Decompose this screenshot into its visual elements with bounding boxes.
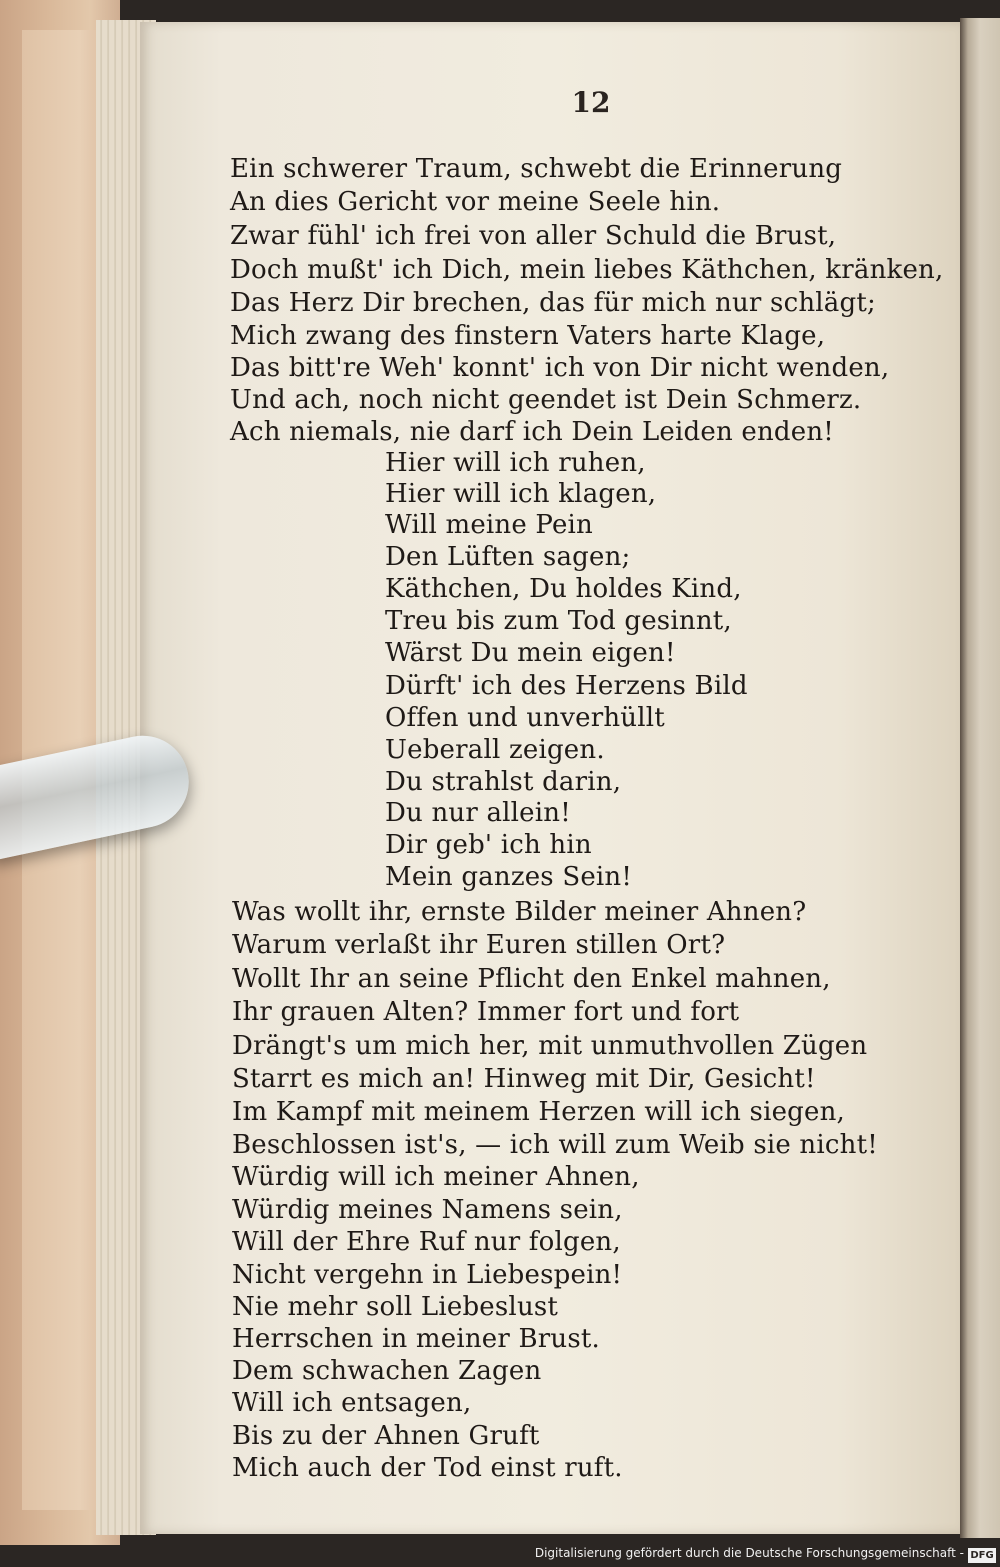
poem-line: Nicht vergehn in Liebespein! (232, 1260, 623, 1290)
poem-line: Das Herz Dir brechen, das für mich nur schlägt; (230, 288, 876, 318)
poem-line: Will der Ehre Ruf nur folgen, (232, 1227, 621, 1257)
poem-line: Wollt Ihr an seine Pflicht den Enkel mahnen, (232, 964, 831, 994)
poem-line: Mich auch der Tod einst ruft. (232, 1453, 623, 1483)
page-number: 12 (571, 86, 611, 119)
funding-credit: Digitalisierung gefördert durch die Deutsche Forschungsgemeinschaft - (534, 1546, 964, 1560)
poem-line: Käthchen, Du holdes Kind, (385, 574, 742, 604)
poem-line: Beschlossen ist's, — ich will zum Weib sie nicht! (232, 1130, 878, 1160)
poem-line: Dem schwachen Zagen (232, 1356, 542, 1386)
poem-line: Würdig meines Namens sein, (232, 1195, 623, 1225)
poem-line: Das bitt're Weh' konnt' ich von Dir nicht wenden, (230, 353, 890, 383)
poem-line: Drängt's um mich her, mit unmuthvollen Zügen (232, 1031, 868, 1061)
poem-line: Starrt es mich an! Hinweg mit Dir, Gesicht! (232, 1064, 816, 1094)
poem-line: An dies Gericht vor meine Seele hin. (230, 187, 721, 217)
poem-line: Mein ganzes Sein! (385, 862, 633, 892)
poem-line: Du nur allein! (385, 798, 571, 828)
poem-line: Wärst Du mein eigen! (385, 638, 676, 668)
poem-line: Doch mußt' ich Dich, mein liebes Käthchen, kränken, (230, 255, 944, 285)
poem-line: Zwar fühl' ich frei von aller Schuld die Brust, (230, 221, 837, 251)
poem-line: Will ich entsagen, (232, 1388, 472, 1418)
poem-line: Ihr grauen Alten? Immer fort und fort (232, 997, 740, 1027)
poem-line: Und ach, noch nicht geendet ist Dein Schmerz. (230, 385, 862, 415)
poem-line: Was wollt ihr, ernste Bilder meiner Ahnen? (232, 897, 807, 927)
poem-line: Nie mehr soll Liebeslust (232, 1292, 559, 1322)
poem-line: Würdig will ich meiner Ahnen, (232, 1162, 640, 1192)
poem-line: Warum verlaßt ihr Euren stillen Ort? (232, 930, 726, 960)
poem-line: Hier will ich ruhen, (385, 448, 646, 478)
poem-line: Ein schwerer Traum, schwebt die Erinnerung (230, 154, 843, 184)
poem-line: Dürft' ich des Herzens Bild (385, 671, 748, 701)
dfg-logo: DFG (968, 1548, 996, 1563)
poem-line: Ueberall zeigen. (385, 735, 605, 765)
poem-line: Offen und unverhüllt (385, 703, 665, 733)
poem-line: Du strahlst darin, (385, 767, 622, 797)
poem-line: Bis zu der Ahnen Gruft (232, 1421, 540, 1451)
poem-line: Den Lüften sagen; (385, 542, 631, 572)
poem-line: Ach niemals, nie darf ich Dein Leiden enden! (230, 417, 834, 447)
poem-line: Hier will ich klagen, (385, 479, 657, 509)
poem-line: Dir geb' ich hin (385, 830, 592, 860)
poem-line: Will meine Pein (385, 510, 594, 540)
poem-line: Mich zwang des finstern Vaters harte Klage, (230, 321, 826, 351)
poem-line: Treu bis zum Tod gesinnt, (385, 606, 732, 636)
poem-line: Im Kampf mit meinem Herzen will ich siegen, (232, 1097, 846, 1127)
poem-line: Herrschen in meiner Brust. (232, 1324, 601, 1354)
